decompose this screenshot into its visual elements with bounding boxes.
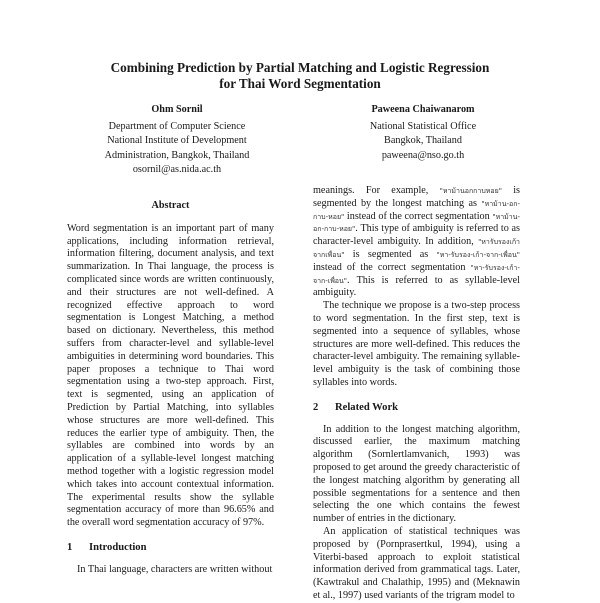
section-title: Related Work xyxy=(335,401,399,413)
thai-example: "หา-รับรอง-เก้า-จาก-เพื่อน" xyxy=(313,263,520,285)
thai-example: "หา-รับรอง-เก้า-จาก-เพื่อน" xyxy=(436,250,520,259)
abstract-heading: Abstract xyxy=(151,200,190,211)
section-1-heading xyxy=(67,542,274,555)
author-affiliation: National Statistical Office xyxy=(369,120,477,132)
author-affiliation: National Institute of Development xyxy=(107,135,247,146)
body-paragraph: An application of statistical techniques was proposed by (Pornprasertkul, 1994), using a Viterbi-based approach to exploit statistical information derived from grammatical tags. Later, (Kawtrakul and Chalathip, 1995) and (Meknawin et al., 1997) used variants of the trigram model to xyxy=(313,525,520,601)
title-line-2: for Thai Word Segmentation xyxy=(219,76,381,91)
right-column xyxy=(313,185,520,603)
author-name: Paweena Chaiwanarom xyxy=(371,104,475,115)
title-line-1: Combining Prediction by Partial Matching and Logistic Regression xyxy=(110,60,490,75)
author-email[interactable]: paweena@nso.go.th xyxy=(381,149,465,161)
author-block-2 xyxy=(318,103,528,163)
thai-example: "หาม้าน-อก-กาบ-หอย" xyxy=(313,199,520,221)
thai-example: "หาม้าน-อก-กาบ-หอย" xyxy=(313,212,520,234)
left-column xyxy=(67,200,274,577)
author-affiliation: Bangkok, Thailand xyxy=(384,135,462,146)
section-number: 1 xyxy=(67,541,73,553)
section-title: Introduction xyxy=(89,541,147,553)
author-email[interactable]: osornil@as.nida.ac.th xyxy=(132,164,222,175)
author-name: Ohm Sornil xyxy=(151,104,203,115)
paper-title xyxy=(60,60,540,92)
section-number: 2 xyxy=(313,401,319,413)
abstract-text: Word segmentation is an important part of many applications, including information retrieval, information filtering, document analysis, and text summarization. In Thai language, the process is complicated since words are written continuously, and their structures are not well-defined. A recognized effective approach to word segmentation is Longest Matching, a method based on dictionary. Nevertheless, this method suffers from character-level and syllable-level ambiguities in determining word boundaries. This paper proposes a technique to Thai word segmentation using a two-step approach. First, text is segmented, using an application of Prediction by Partial Matching, into syllables whose structures are more well-defined. This reduces the earlier type of ambiguity. Then, the syllables are combined into words by an application of a syllable-level longest matching method together with a logistic regression model which takes into account contextual information. The experimental results show the syllable segmentation accuracy of more than 96.65% and the overall word segmentation accuracy of 97%. xyxy=(67,222,274,529)
section-2-heading xyxy=(313,402,520,415)
thai-example: "หาม้านอกกาบหอย" xyxy=(439,187,502,195)
author-affiliation: Department of Computer Science xyxy=(108,120,246,132)
body-paragraph: meanings. For example, "หาม้านอกกาบหอย" is segmented by the longest matching as "หาม้าน-อก-กาบ-หอย" instead of the correct segmentation "หาม้าน-อก-กาบ-หอย". This type of ambiguity is referred to as character-level ambiguity. In addition, "หารับรองเก้าจากเพื่อน" is segmented as "หา-รับรอง-เก้า-จาก-เพื่อน" instead of the correct segmentation "หา-รับรอง-เก้า-จาก-เพื่อน". This is referred to as syllable-level ambiguity. xyxy=(313,185,521,299)
introduction-text: In Thai language, characters are written without xyxy=(77,563,273,575)
body-paragraph: The technique we propose is a two-step process to word segmentation. In the first step, text is segmented into a sequence of syllables, whose structures are more well-defined. This reduces the character-level ambiguity. The remaining syllable-level ambiguity is the task of combining those syllables into words. xyxy=(313,300,520,388)
author-affiliation: Administration, Bangkok, Thailand xyxy=(104,149,250,161)
thai-example: "หารับรองเก้าจากเพื่อน" xyxy=(313,238,520,259)
body-paragraph: In addition to the longest matching algorithm, discussed earlier, the maximum matching algorithm (Sornlertlamvanich, 1993) was proposed to get around the greedy characteristic of the longest matching algorithm by generating all possible segmentations for a sentence and then selecting the one which contains the fewest number of entries in the dictionary. xyxy=(313,423,520,525)
author-block-1 xyxy=(72,103,282,178)
